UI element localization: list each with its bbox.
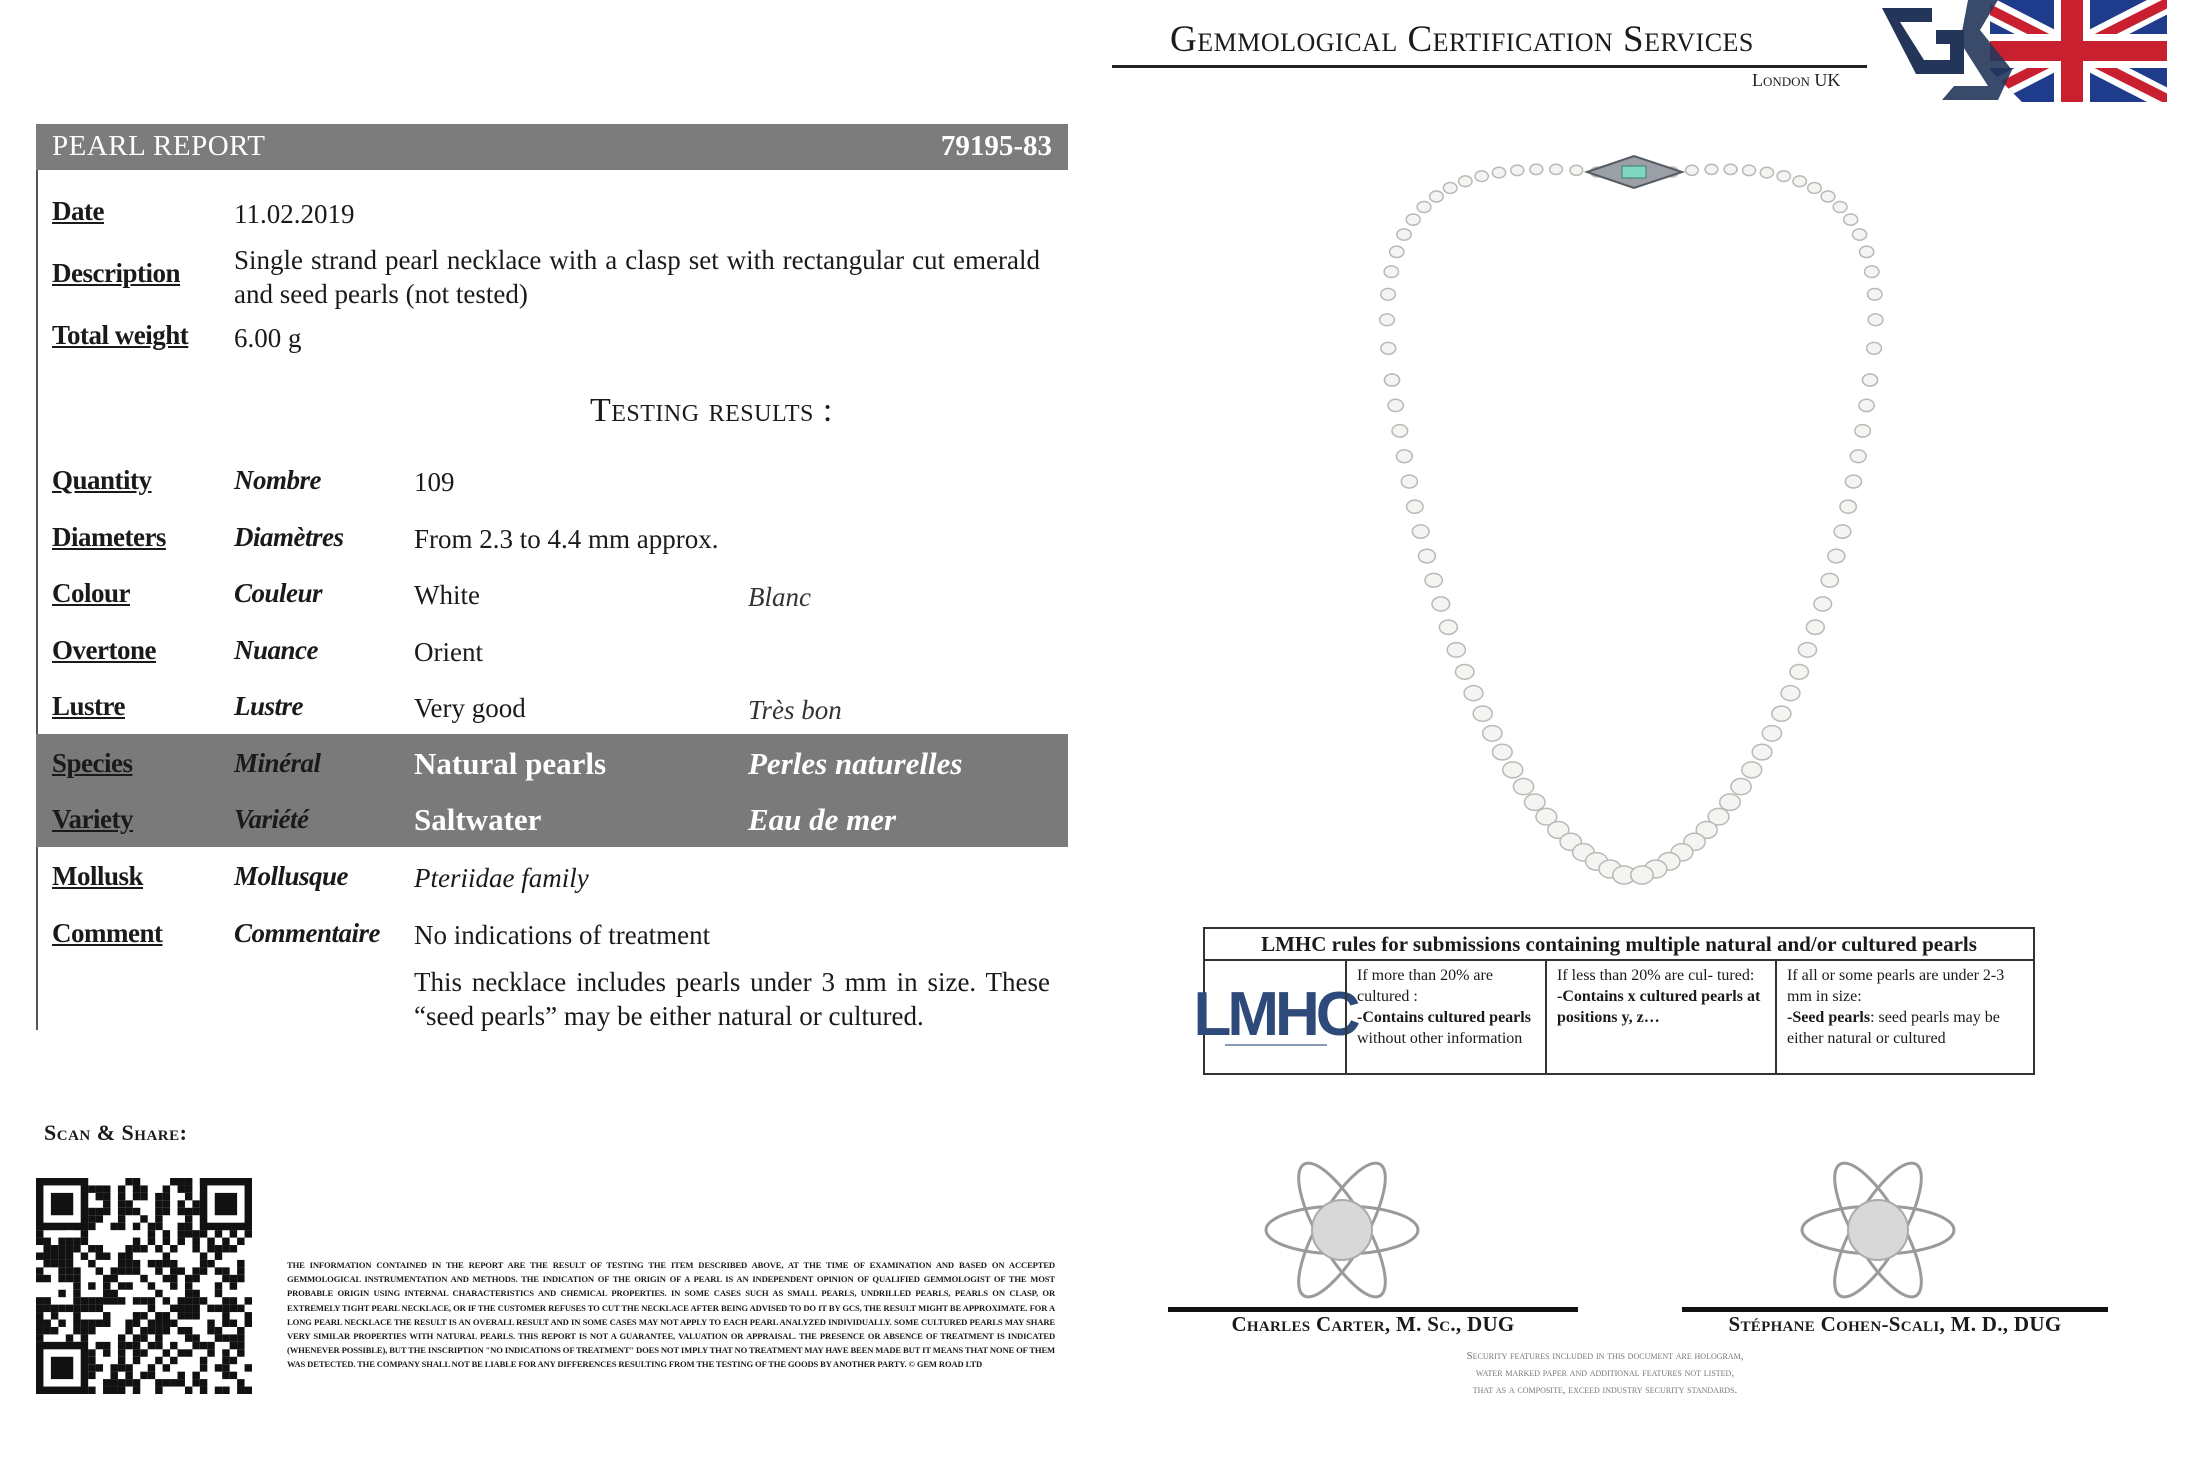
company-rule bbox=[1112, 65, 1867, 68]
colour-value: White bbox=[414, 580, 480, 610]
overtone-value: Orient bbox=[414, 637, 483, 667]
necklace-photo bbox=[1352, 130, 1912, 890]
security-note: Security features included in this document are hologram, water marked paper and additional features not listed, that as a composite, exceed industry security standards. bbox=[1466, 1350, 1744, 1396]
weight-label: Total weight bbox=[52, 320, 189, 350]
mollusk-label-fr: Mollusque bbox=[234, 861, 349, 891]
overtone-label-fr: Nuance bbox=[234, 635, 318, 665]
lmhc-rule-over-20: If more than 20% are cultured : -Contains cultured pearls without other information bbox=[1345, 961, 1545, 1073]
company-name: Gemmological Certification Services bbox=[1170, 19, 1754, 60]
colour-label: Colour bbox=[52, 578, 130, 608]
testing-results-heading: Testing results : bbox=[590, 392, 833, 429]
diameters-label-fr: Diamètres bbox=[234, 522, 344, 552]
mollusk-label: Mollusk bbox=[52, 861, 144, 891]
report-number: 79195-83 bbox=[940, 130, 1052, 162]
date-value: 11.02.2019 bbox=[234, 199, 355, 229]
signatory-2: Stéphane Cohen-Scali, M. D., DUG bbox=[1728, 1312, 2062, 1336]
report-header-bar bbox=[36, 124, 1068, 170]
svg-text:LMHC: LMHC bbox=[1193, 980, 1357, 1049]
species-label-fr: Minéral bbox=[234, 748, 321, 778]
seal-icon bbox=[1262, 1150, 1422, 1310]
species-value-fr: Perles naturelles bbox=[748, 746, 963, 781]
lustre-value-fr: Très bon bbox=[748, 695, 842, 725]
report-title: PEARL REPORT bbox=[52, 130, 266, 162]
scan-share-label: Scan & Share: bbox=[44, 1120, 188, 1145]
left-border bbox=[36, 170, 38, 1030]
lustre-label: Lustre bbox=[52, 691, 126, 721]
weight-value: 6.00 g bbox=[234, 323, 302, 353]
overtone-label: Overtone bbox=[52, 635, 156, 665]
comment-label-fr: Commentaire bbox=[234, 918, 381, 948]
lustre-value: Very good bbox=[414, 693, 526, 723]
description-label: Description bbox=[52, 258, 180, 288]
species-label: Species bbox=[52, 748, 133, 778]
quantity-value: 109 bbox=[414, 467, 455, 497]
comment-value: No indications of treatment bbox=[414, 920, 711, 950]
variety-value-fr: Eau de mer bbox=[748, 802, 897, 837]
qr-code[interactable] bbox=[36, 1178, 252, 1394]
gcs-logo bbox=[1872, 0, 2167, 102]
lmhc-rule-seed-pearls: If all or some pearls are under 2-3 mm in size: -Seed pearls: seed pearls may be either natural or cultured bbox=[1775, 961, 2033, 1073]
species-value: Natural pearls bbox=[414, 746, 607, 781]
mollusk-value: Pteriidae family bbox=[414, 863, 589, 893]
lustre-label-fr: Lustre bbox=[234, 691, 304, 721]
description-value: Single strand pearl necklace with a clasp set with rectangular cut emerald and seed pearls (not tested) bbox=[234, 245, 1040, 309]
signatory-1: Charles Carter, M. Sc., DUG bbox=[1231, 1312, 1515, 1336]
date-label: Date bbox=[52, 196, 104, 226]
diameters-value: From 2.3 to 4.4 mm approx. bbox=[414, 524, 719, 554]
lmhc-title: LMHC rules for submissions containing multiple natural and/or cultured pearls bbox=[1205, 929, 2033, 961]
lmhc-rules-box bbox=[1193, 927, 2035, 1075]
variety-label: Variety bbox=[52, 804, 133, 834]
legal-disclaimer: THE INFORMATION CONTAINED IN THE REPORT ARE THE RESULT OF TESTING THE ITEM DESCRIBED ABOVE, AT THE TIME OF EXAMINATION AND BASED ON ACCEPTED GEMMOLOGICAL INSTRUMENTATION AND METHODS. THE INDICATION OF THE ORIGIN OF A PEARL IS AN INDEPENDENT OPINION OF QUALIFIED GEMMOLOGIST OF THE MOST PROBABLE ORIGIN USING INTERNAL CHARACTERISTICS AND CHEMICAL PROPERTIES. IN SOME CASES SUCH AS SMALL PEARLS, UNDRILLED PEARLS, PEARLS ON CLASP, OR EXTREMELY TIGHT PEARL NECKLACE, OR IF THE CUSTOMER REFUSES TO CUT THE NECKLACE AFTER BEING ADVISED TO DO IT BY GCS, THE RESULT MIGHT BE APPROXIMATE. FOR A LONG PEARL NECKLACE THE RESULT IS AN OVERALL RESULT AND IN SOME CASES MAY NOT APPLY TO EACH PEARL ANALYZED INDIVIDUALLY. SOME CULTURED PEARLS MAY SHARE VERY SIMILAR PROPERTIES WITH NATURAL PEARLS. THIS REPORT IS NOT A GUARANTEE, VALUATION OR APPRAISAL. THE PRESENCE OR ABSENCE OF TREATMENT IS INDICATED (WHENEVER POSSIBLE), BUT THE INSCRIPTION "NO INDICATIONS OF TREATMENT" DOES NOT IMPLY THAT NO TREATMENT MAY HAVE BEEN MADE BUT IT MEANS THAT NONE OF THEM WAS DETECTED. THE COMPANY SHALL NOT BE LIABLE FOR ANY DIFFERENCES RESULTING FROM THE TESTING OF THE GOODS BY ANOTHER PARTY. © GEM ROAD LTD bbox=[287, 1260, 1055, 1370]
diameters-label: Diameters bbox=[52, 522, 166, 552]
lmhc-rule-under-20: If less than 20% are cul- tured: -Contains x cultured pearls at positions y, z… bbox=[1545, 961, 1775, 1073]
comment-label: Comment bbox=[52, 918, 163, 948]
variety-value: Saltwater bbox=[414, 802, 542, 837]
lmhc-logo bbox=[1193, 961, 1357, 1073]
colour-value-fr: Blanc bbox=[748, 582, 811, 612]
company-location: London UK bbox=[1752, 70, 1841, 90]
seed-pearls-note: This necklace includes pearls under 3 mm in size. These “seed pearls” may be either natural or cultured. bbox=[414, 967, 1050, 1031]
quantity-label: Quantity bbox=[52, 465, 152, 495]
seal-icon bbox=[1798, 1150, 1958, 1310]
quantity-label-fr: Nombre bbox=[234, 465, 321, 495]
colour-label-fr: Couleur bbox=[234, 578, 323, 608]
variety-label-fr: Variété bbox=[234, 804, 309, 834]
